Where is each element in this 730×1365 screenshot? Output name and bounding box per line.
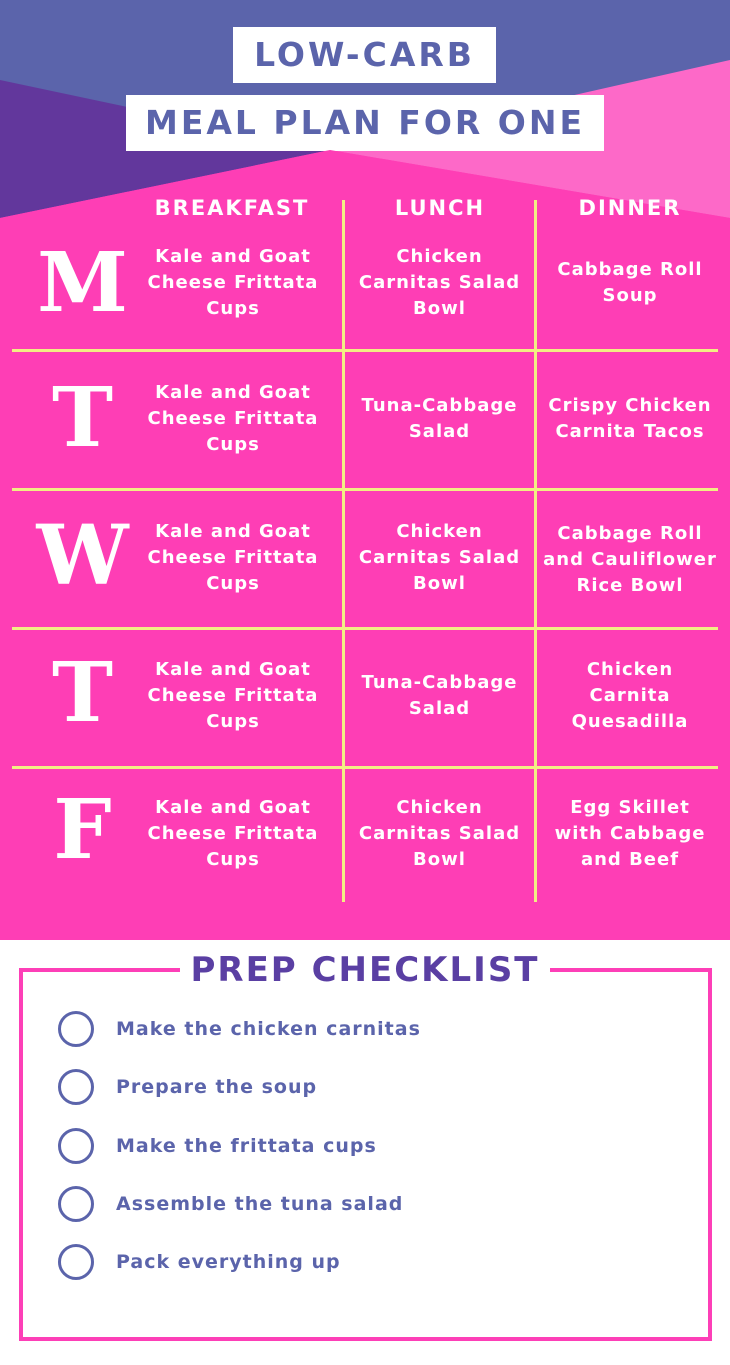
grid-divider-horizontal — [12, 488, 718, 491]
checklist-item-label: Prepare the soup — [116, 1076, 318, 1098]
checkbox-circle-icon[interactable] — [58, 1244, 94, 1280]
meal-cell-monday-dinner: Cabbage Roll Soup — [557, 259, 703, 306]
title-line-1: LOW-CARB — [233, 27, 496, 83]
checklist-item[interactable] — [58, 1067, 317, 1107]
checklist-item[interactable] — [58, 1242, 341, 1282]
checklist-item-label: Assemble the tuna salad — [116, 1193, 404, 1215]
day-letter-monday: M — [37, 235, 128, 331]
checklist-item-label: Make the chicken carnitas — [116, 1018, 421, 1040]
meal-cell-thursday-dinner: Chicken Carnita Quesadilla — [571, 659, 689, 732]
column-header-lunch: LUNCH — [394, 196, 486, 220]
title-line-2: MEAL PLAN FOR ONE — [126, 95, 604, 151]
day-letter-thursday: T — [51, 645, 114, 741]
meal-cell-tuesday-dinner: Crispy Chicken Carnita Tacos — [548, 395, 712, 442]
column-header-dinner: DINNER — [578, 196, 682, 220]
meal-cell-friday-dinner: Egg Skillet with Cabbage and Beef — [554, 797, 706, 870]
meal-cell-friday-breakfast: Kale and Goat Cheese Frittata Cups — [147, 797, 319, 870]
grid-divider-horizontal — [12, 766, 718, 769]
checklist-item-label: Pack everything up — [116, 1251, 341, 1273]
meal-cell-tuesday-breakfast: Kale and Goat Cheese Frittata Cups — [147, 382, 319, 455]
day-letter-friday: F — [53, 782, 112, 878]
meal-cell-monday-lunch: Chicken Carnitas Salad Bowl — [358, 246, 521, 319]
meal-cell-wednesday-dinner: Cabbage Roll and Cauliflower Rice Bowl — [543, 523, 717, 596]
meal-cell-tuesday-lunch: Tuna-Cabbage Salad — [361, 395, 518, 442]
checkbox-circle-icon[interactable] — [58, 1186, 94, 1222]
prep-checklist-title: PREP CHECKLIST — [180, 950, 550, 990]
checkbox-circle-icon[interactable] — [58, 1128, 94, 1164]
grid-divider-horizontal — [12, 349, 718, 352]
checklist-item[interactable] — [58, 1126, 377, 1166]
meal-cell-monday-breakfast: Kale and Goat Cheese Frittata Cups — [147, 246, 319, 319]
checkbox-circle-icon[interactable] — [58, 1011, 94, 1047]
checklist-item[interactable] — [58, 1184, 403, 1224]
meal-cell-thursday-breakfast: Kale and Goat Cheese Frittata Cups — [147, 659, 319, 732]
meal-cell-thursday-lunch: Tuna-Cabbage Salad — [361, 672, 518, 719]
checklist-item[interactable] — [58, 1009, 421, 1049]
meal-cell-friday-lunch: Chicken Carnitas Salad Bowl — [358, 797, 521, 870]
meal-cell-wednesday-breakfast: Kale and Goat Cheese Frittata Cups — [147, 521, 319, 594]
column-header-breakfast: BREAKFAST — [154, 196, 310, 220]
checklist-item-label: Make the frittata cups — [116, 1135, 377, 1157]
meal-cell-wednesday-lunch: Chicken Carnitas Salad Bowl — [358, 521, 521, 594]
day-letter-wednesday: W — [36, 508, 129, 604]
checkbox-circle-icon[interactable] — [58, 1069, 94, 1105]
grid-divider-horizontal — [12, 627, 718, 630]
day-letter-tuesday: T — [51, 370, 114, 466]
